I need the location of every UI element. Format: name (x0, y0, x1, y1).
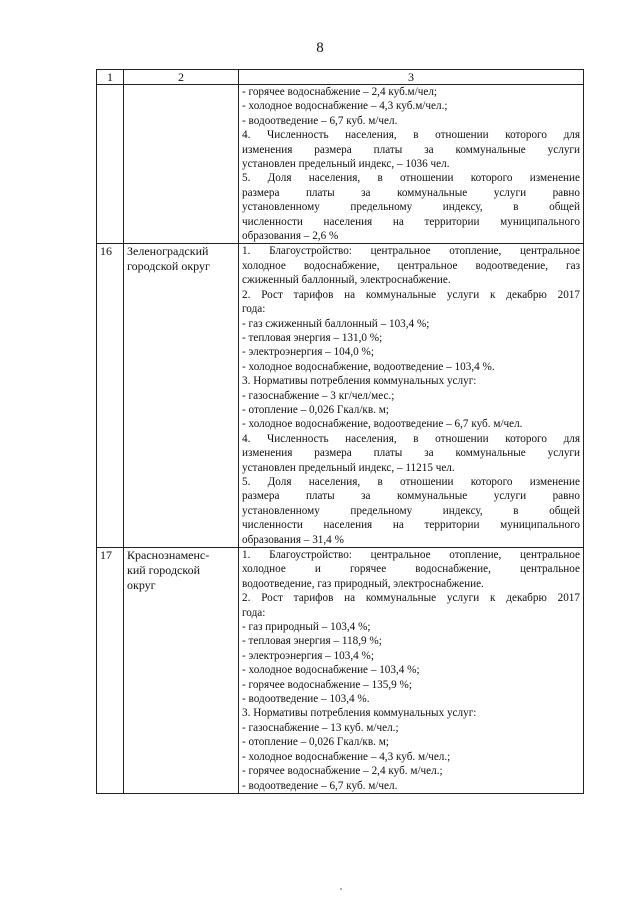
description-line: - холодное водоснабжение – 4,3 куб.м/чел.; (242, 100, 448, 113)
row-number-cell (97, 85, 124, 244)
description-cell (239, 244, 584, 548)
description-line: установлен предельный индекс, – 1036 чел. (242, 158, 450, 171)
district-name-line: Зеленоградский (127, 244, 209, 259)
description-line: установленному предельному индексу, в общей (242, 201, 580, 214)
column-header-1: 1 (97, 70, 124, 85)
description-line: - горячее водоснабжение – 2,4 куб.м/чел; (242, 86, 438, 98)
table-row (97, 85, 584, 244)
district-name-line: округ (127, 578, 156, 592)
description-line: 1. Благоустройство: центральное отопление, центральное (242, 549, 580, 561)
description-line: размера платы за коммунальные услуги равно (242, 490, 580, 503)
description-line: установлен предельный индекс, – 11215 чел. (242, 461, 455, 474)
description-line: сжиженный баллонный, электроснабжение. (242, 274, 451, 287)
description-line: 5. Доля населения, в отношении которого изменение (242, 475, 580, 488)
description-line: холодное и горячее водоснабжение, центральное (242, 563, 580, 576)
description-line: - холодное водоснабжение, водоотведение – 6,7 куб. м/чел. (242, 418, 523, 431)
description-line: - горячее водоснабжение – 2,4 куб. м/чел.; (242, 765, 443, 778)
column-header-2: 2 (124, 70, 239, 85)
description-line: - отопление – 0,026 Гкал/кв. м; (242, 403, 389, 416)
column-header-3: 3 (239, 70, 584, 85)
table-row (97, 548, 584, 794)
description-line: численности населения на территории муниципального (242, 519, 580, 532)
description-line: - водоотведение – 6,7 куб. м/чел. (242, 114, 398, 127)
row-number-cell: 17 (97, 548, 124, 794)
scan-speck (340, 888, 342, 890)
district-name-cell (124, 548, 239, 794)
district-name-line: городской округ (127, 259, 210, 274)
table-header-row (97, 70, 584, 85)
description-line: - холодное водоснабжение – 103,4 %; (242, 664, 420, 677)
description-line: - газ природный – 103,4 %; (242, 621, 371, 634)
description-line: 3. Нормативы потребления коммунальных услуг: (242, 707, 477, 720)
description-line: изменения размера платы за коммунальные услуги (242, 447, 580, 460)
description-line: - тепловая энергия – 131,0 %; (242, 331, 383, 344)
description-line: - горячее водоснабжение – 135,9 %; (242, 678, 412, 691)
page-number: 8 (316, 40, 324, 56)
municipal-table (96, 69, 584, 794)
description-line: холодное водоснабжение, центральное водоотведение, газ (242, 259, 580, 272)
district-name-line: кий городской (127, 563, 201, 577)
district-name-line: Краснознаменс- (127, 548, 210, 562)
description-line: - холодное водоснабжение, водоотведение – 103,4 %. (242, 360, 495, 373)
description-line: изменения размера платы за коммунальные услуги (242, 143, 580, 156)
row-number-cell: 16 (97, 244, 124, 548)
district-name-cell (124, 85, 239, 244)
description-line: - электроэнергия – 103,4 %; (242, 649, 374, 662)
description-cell (239, 85, 584, 244)
description-line: - отопление – 0,026 Гкал/кв. м; (242, 736, 389, 749)
description-line: образования – 2,6 % (242, 230, 339, 243)
description-line: 1. Благоустройство: центральное отопление, центральное (242, 245, 580, 258)
description-line: - газоснабжение – 13 куб. м/чел.; (242, 721, 399, 734)
description-line: - электроэнергия – 104,0 %; (242, 346, 374, 359)
description-line: - газ сжиженный баллонный – 103,4 %; (242, 317, 430, 330)
description-line: - водоотведение – 103,4 %. (242, 693, 370, 706)
description-line: установленному предельному индексу, в общей (242, 504, 580, 517)
description-line: численности населения на территории муниципального (242, 215, 580, 228)
description-line: - холодное водоснабжение – 4,3 куб. м/чел.; (242, 750, 451, 763)
description-line: водоотведение, газ природный, электроснабжение. (242, 577, 484, 590)
description-line: 4. Численность населения, в отношении которого для (242, 129, 580, 142)
description-line: года: (242, 606, 266, 619)
description-line: 3. Нормативы потребления коммунальных услуг: (242, 375, 477, 388)
description-line: 2. Рост тарифов на коммунальные услуги к декабрю 2017 (242, 288, 580, 301)
description-line: 2. Рост тарифов на коммунальные услуги к декабрю 2017 (242, 592, 580, 605)
description-line: - газоснабжение – 3 кг/чел/мес.; (242, 389, 395, 402)
description-line: 5. Доля населения, в отношении которого изменение (242, 172, 580, 185)
description-cell (239, 548, 584, 794)
table-row (97, 244, 584, 548)
description-line: - тепловая энергия – 118,9 %; (242, 635, 382, 648)
district-name-cell (124, 244, 239, 548)
description-line: года: (242, 303, 266, 316)
description-line: образования – 31,4 % (242, 533, 344, 546)
description-line: 4. Численность населения, в отношении которого для (242, 432, 580, 445)
description-line: размера платы за коммунальные услуги равно (242, 186, 580, 199)
description-line: - водоотведение – 6,7 куб. м/чел. (242, 779, 398, 792)
table-body (97, 85, 584, 794)
